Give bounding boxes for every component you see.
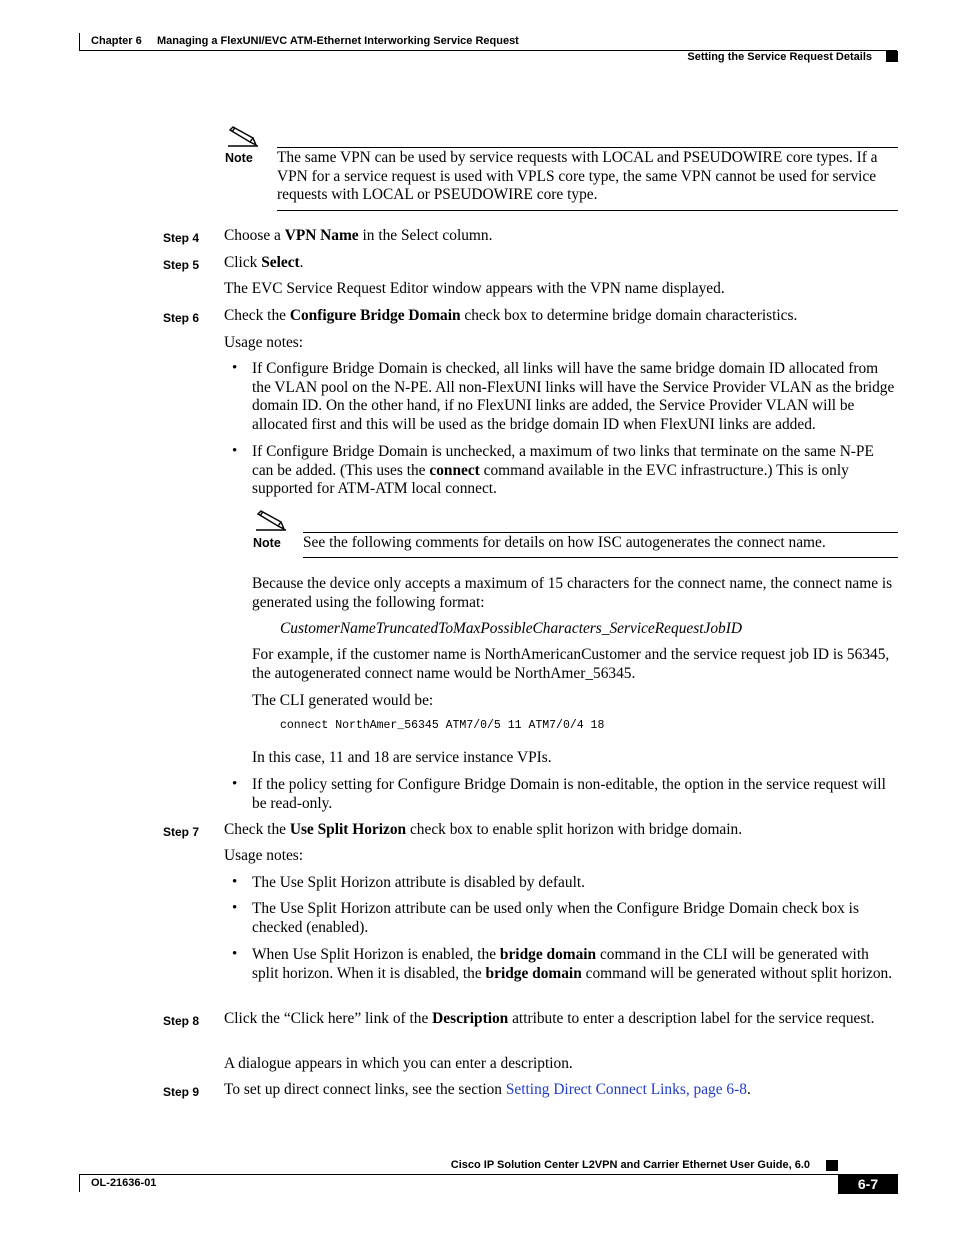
note-pencil-icon [254,510,288,532]
header-chapter-title: Managing a FlexUNI/EVC ATM-Ethernet Interworking Service Request [157,35,519,47]
step-7-text: Check the Use Split Horizon check box to enable split horizon with bridge domain. [224,821,743,838]
bullet-icon: • [232,360,238,376]
step-5-label: Step 5 [163,258,200,272]
step-6-usage-notes: Usage notes: [224,334,304,351]
bullet-icon: • [232,874,238,890]
bullet-icon: • [232,946,238,962]
direct-connect-links-link[interactable]: Setting Direct Connect Links, page 6-8 [505,1081,747,1098]
note-bottom-rule [277,210,898,211]
step-7-label: Step 7 [163,825,200,839]
step-4-text: Choose a VPN Name in the Select column. [224,227,493,244]
step-6-text: Check the Configure Bridge Domain check box to determine bridge domain characteristics. [224,307,798,324]
note-label: Note [253,536,281,550]
connect-name-format: CustomerNameTruncatedToMaxPossibleCharacters_ServiceRequestJobID [280,620,742,637]
note-text: The same VPN can be used by service requests with LOCAL and PSEUDOWIRE core types. If a VPN for a service request is used with VPLS core type, the same VPN cannot be used for service requests with LOCAL or PSEUDOWIRE core type. [277,149,878,204]
footer-left-rule [79,1174,80,1192]
header-section: Setting the Service Request Details [687,51,872,63]
note-pencil-icon [226,126,260,148]
step-9-label: Step 9 [163,1085,200,1099]
step-6-paragraph-1: Because the device only accepts a maximum of 15 characters for the connect name, the connect name is generated using the following format: [252,575,893,611]
step-7-bullet-3: When Use Split Horizon is enabled, the bridge domain command in the CLI will be generated with split horizon. When it is disabled, the bridge domain command will be generated without split horizon. [252,946,893,982]
step-6-paragraph-3: The CLI generated would be: [252,692,434,709]
footer-rule [79,1174,897,1175]
header-block [886,51,898,62]
step-5-result: The EVC Service Request Editor window appears with the VPN name displayed. [224,280,725,297]
cli-code: connect NorthAmer_56345 ATM7/0/5 11 ATM7/0/4 18 [280,719,605,732]
step-9-text: To set up direct connect links, see the section Setting Direct Connect Links, page 6-8. [224,1081,751,1098]
step-6-bullet-3: If the policy setting for Configure Bridge Domain is non-editable, the option in the service request will be read-only. [252,776,886,812]
footer-block [826,1160,838,1171]
step-6-paragraph-2: For example, if the customer name is NorthAmericanCustomer and the service request job ID is 56345, the autogenerated connect name would be NorthAmer_56345. [252,646,890,682]
step-8-result: A dialogue appears in which you can enter a description. [224,1055,573,1072]
note-bottom-rule [303,557,898,558]
header-chapter: Chapter 6 [91,35,142,47]
bullet-icon: • [232,776,238,792]
step-8-label: Step 8 [163,1014,200,1028]
note-text: See the following comments for details on how ISC autogenerates the connect name. [303,534,826,551]
step-5-text: Click Select. [224,254,304,271]
step-4-label: Step 4 [163,231,200,245]
step-7-bullet-1: The Use Split Horizon attribute is disabled by default. [252,874,585,891]
footer-guide-title: Cisco IP Solution Center L2VPN and Carrier Ethernet User Guide, 6.0 [450,1159,810,1171]
note-label: Note [225,151,253,165]
header-left-rule [79,33,80,51]
step-7-bullet-2: The Use Split Horizon attribute can be used only when the Configure Bridge Domain check box is checked (enabled). [252,900,859,936]
step-6-label: Step 6 [163,311,200,325]
note-top-rule [303,532,898,533]
bullet-icon: • [232,900,238,916]
bullet-icon: • [232,443,238,459]
step-6-bullet-2: If Configure Bridge Domain is unchecked, a maximum of two links that terminate on the same N-PE can be added. (This uses the connect command available in the EVC infrastructure.) This is only supported for ATM-ATM local connect. [252,443,874,498]
step-6-paragraph-4: In this case, 11 and 18 are service instance VPIs. [252,749,552,766]
step-7-usage-notes: Usage notes: [224,847,304,864]
step-8-text: Click the “Click here” link of the Description attribute to enter a description label for the service request. [224,1010,875,1027]
note-top-rule [277,147,898,148]
footer-doc-number: OL-21636-01 [91,1177,157,1189]
step-6-bullet-1: If Configure Bridge Domain is checked, all links will have the same bridge domain ID allocated from the VLAN pool on the N-PE. All non-FlexUNI links will have the Service Provider VLAN as the bridge domain ID. On the other hand, if no FlexUNI links are added, the Service Provider VLAN will be allocated first and this will be used as the bridge domain ID when FlexUNI links are added. [252,360,895,433]
page-number: 6-7 [838,1174,898,1194]
